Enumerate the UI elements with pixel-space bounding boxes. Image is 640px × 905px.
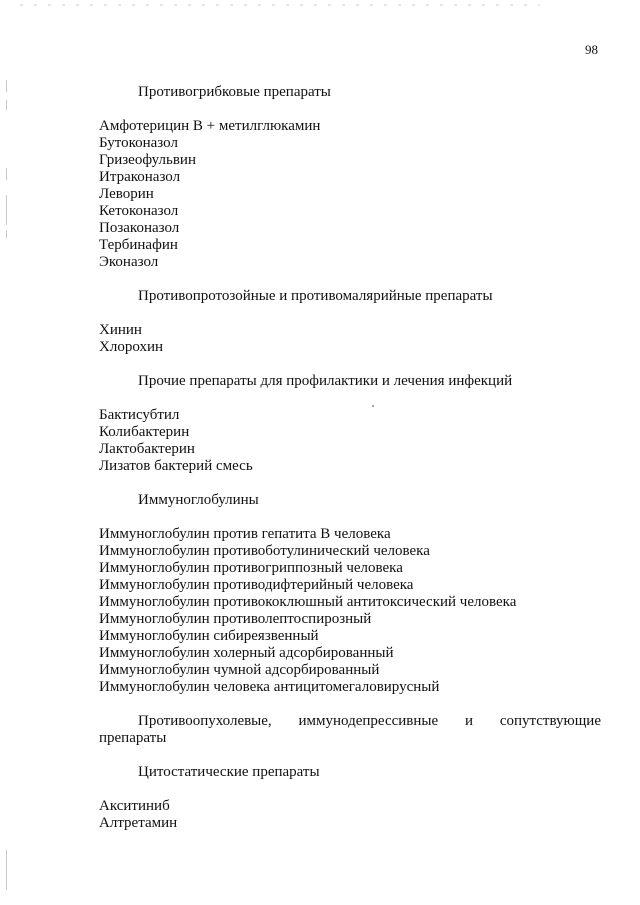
scan-top-noise: [20, 4, 540, 6]
list-item: Леворин: [99, 186, 154, 202]
list-item: Иммуноглобулин противодифтерийный человека: [99, 577, 414, 593]
heading-word: сопутствующие: [499, 713, 601, 729]
section-heading: Цитостатические препараты: [138, 764, 320, 780]
scan-mark: [6, 100, 7, 110]
section-heading: Противопротозойные и противомалярийные препараты: [138, 288, 493, 304]
list-item: Иммуноглобулин противоботулинический человека: [99, 543, 430, 559]
list-item: Иммуноглобулин противолептоспирозный: [99, 611, 372, 627]
heading-line: [99, 713, 601, 730]
drug-list: [99, 118, 601, 271]
list-item: Иммуноглобулин человека антицитомегаловирусный: [99, 679, 440, 695]
list-item: Иммуноглобулин холерный адсорбированный: [99, 645, 394, 661]
list-item: Алтретамин: [99, 815, 178, 831]
list-item: Акситиниб: [99, 798, 170, 814]
scan-mark: [6, 195, 7, 225]
list-item: Гризеофульвин: [99, 152, 196, 168]
section-antifungal: [99, 84, 601, 288]
list-item: Колибактерин: [99, 424, 190, 440]
list-item: Итраконазол: [99, 169, 181, 185]
drug-list: [99, 526, 601, 696]
section-heading-justified: [99, 713, 601, 747]
list-item: Бактисубтил: [99, 407, 180, 423]
drug-list: [99, 798, 601, 832]
list-item: Тербинафин: [99, 237, 178, 253]
scan-mark: [6, 168, 7, 180]
drug-list: [99, 407, 601, 475]
list-item: Хинин: [99, 322, 142, 338]
section-heading: Противогрибковые препараты: [138, 84, 331, 100]
heading-word: и: [464, 713, 474, 729]
list-item: Амфотерицин В + метилглюкамин: [99, 118, 321, 134]
list-item: Эконазол: [99, 254, 159, 270]
scan-edge-marks: [6, 0, 8, 905]
scan-mark: [6, 230, 7, 238]
list-item: Иммуноглобулин против гепатита В человека: [99, 526, 391, 542]
list-item: Кетоконазол: [99, 203, 179, 219]
list-item: Бутоконазол: [99, 135, 178, 151]
section-other-infections: [99, 373, 601, 492]
list-item: Иммуноглобулин чумной адсорбированный: [99, 662, 380, 678]
heading-word: Противоопухолевые,: [138, 713, 272, 729]
scan-mark: [6, 850, 7, 890]
list-item: Хлорохин: [99, 339, 163, 355]
list-item: Иммуноглобулин сибиреязвенный: [99, 628, 319, 644]
list-item: Иммуноглобулин противогриппозный человека: [99, 560, 403, 576]
section-antiprotozoal: [99, 288, 601, 373]
heading-word: иммунодепрессивные: [298, 713, 439, 729]
section-immunoglobulins: [99, 492, 601, 713]
section-cytostatic: [99, 764, 601, 832]
scan-mark: [6, 80, 7, 92]
list-item: Лизатов бактерий смесь: [99, 458, 253, 474]
page-number: 98: [585, 42, 598, 57]
document-body: [99, 84, 601, 832]
section-heading: Иммуноглобулины: [138, 492, 259, 508]
section-heading: Прочие препараты для профилактики и лечения инфекций: [138, 373, 513, 389]
drug-list: [99, 322, 601, 356]
section-antitumor: [99, 713, 601, 764]
list-item: Лактобактерин: [99, 441, 195, 457]
list-item: Иммуноглобулин противококлюшный антитоксический человека: [99, 594, 517, 610]
list-item: Позаконазол: [99, 220, 180, 236]
heading-continuation: препараты: [99, 730, 167, 746]
